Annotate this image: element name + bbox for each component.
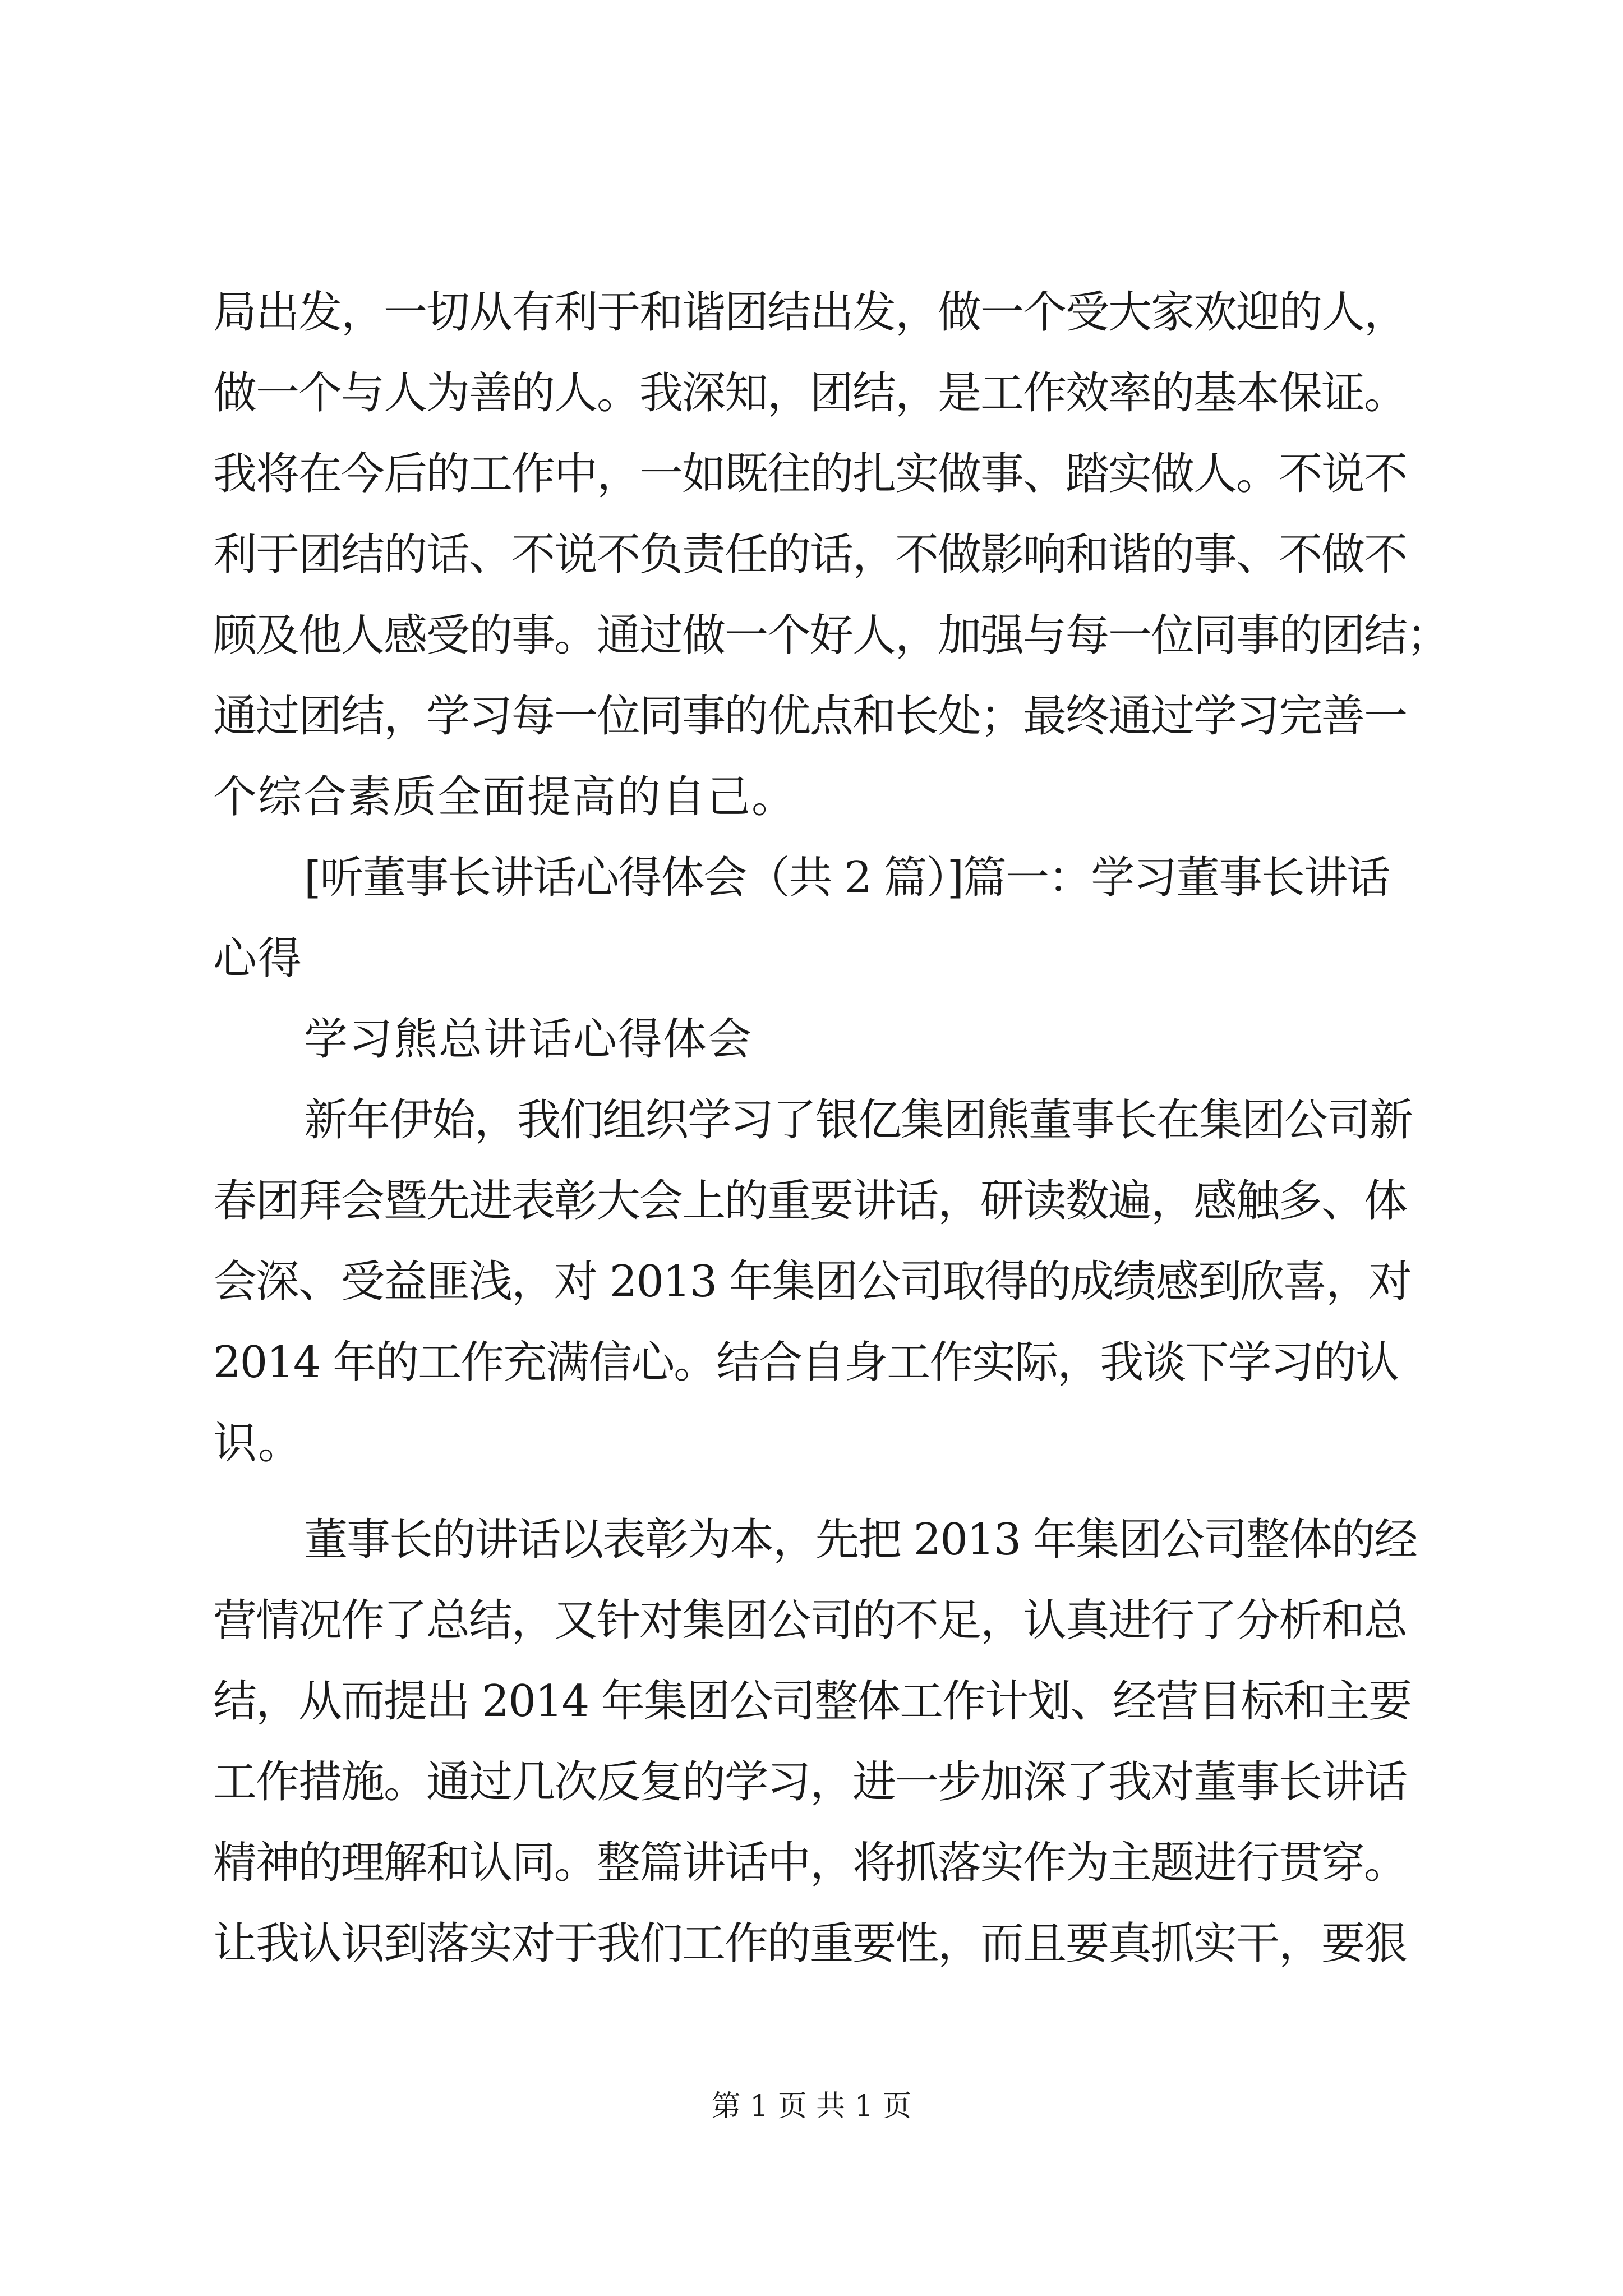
document-body — [213, 272, 1450, 1984]
text-line: 个综合素质全面提高的自己。 — [213, 772, 797, 822]
paragraph-start: 新年伊始，我们组织学习了银亿集团熊董事长在集团公司新 — [304, 1095, 1413, 1145]
text-line: 利于团结的话、不说不负责任的话，不做影响和谐的事、不做不 — [213, 530, 1407, 580]
text-line: 我将在今后的工作中，一如既往的扎实做事、踏实做人。不说不 — [213, 449, 1407, 499]
section-heading: [听董事长讲话心得体会（共 2 篇）]篇一：学习董事长讲话 — [304, 853, 1390, 903]
text-line: 结，从而提出 2014 年集团公司整体工作计划、经营目标和主要 — [213, 1676, 1412, 1727]
text-line: 精神的理解和认同。整篇讲话中，将抓落实作为主题进行贯穿。 — [213, 1838, 1407, 1888]
text-line: 工作措施。通过几次反复的学习，进一步加深了我对董事长讲话 — [213, 1757, 1407, 1807]
text-line: 2014 年的工作充满信心。结合自身工作实际，我谈下学习的认 — [213, 1337, 1399, 1388]
text-line: 让我认识到落实对于我们工作的重要性，而且要真抓实干，要狠 — [213, 1918, 1407, 1969]
text-line: 识。 — [213, 1418, 303, 1469]
article-title: 学习熊总讲话心得体会 — [304, 1014, 753, 1065]
text-line: 营情况作了总结，又针对集团公司的不足，认真进行了分析和总 — [213, 1595, 1407, 1646]
page-number-footer: 第 1 页 共 1 页 — [711, 2090, 912, 2123]
paragraph-gap — [213, 1484, 1424, 1499]
text-line: 春团拜会暨先进表彰大会上的重要讲话，研读数遍，感触多、体 — [213, 1176, 1407, 1226]
text-line: 会深、受益匪浅，对 2013 年集团公司取得的成绩感到欣喜，对 — [213, 1257, 1412, 1307]
paragraph-start: 董事长的讲话以表彰为本，先把 2013 年集团公司整体的经 — [304, 1515, 1417, 1565]
text-line: 顾及他人感受的事。通过做一个好人，加强与每一位同事的团结； — [213, 610, 1450, 661]
text-line: 做一个与人为善的人。我深知，团结，是工作效率的基本保证。 — [213, 368, 1407, 418]
text-line: 通过团结，学习每一位同事的优点和长处；最终通过学习完善一 — [213, 691, 1407, 742]
text-line: 局出发，一切从有利于和谐团结出发，做一个受大家欢迎的人， — [213, 287, 1407, 338]
section-heading-continuation: 心得 — [213, 933, 303, 984]
